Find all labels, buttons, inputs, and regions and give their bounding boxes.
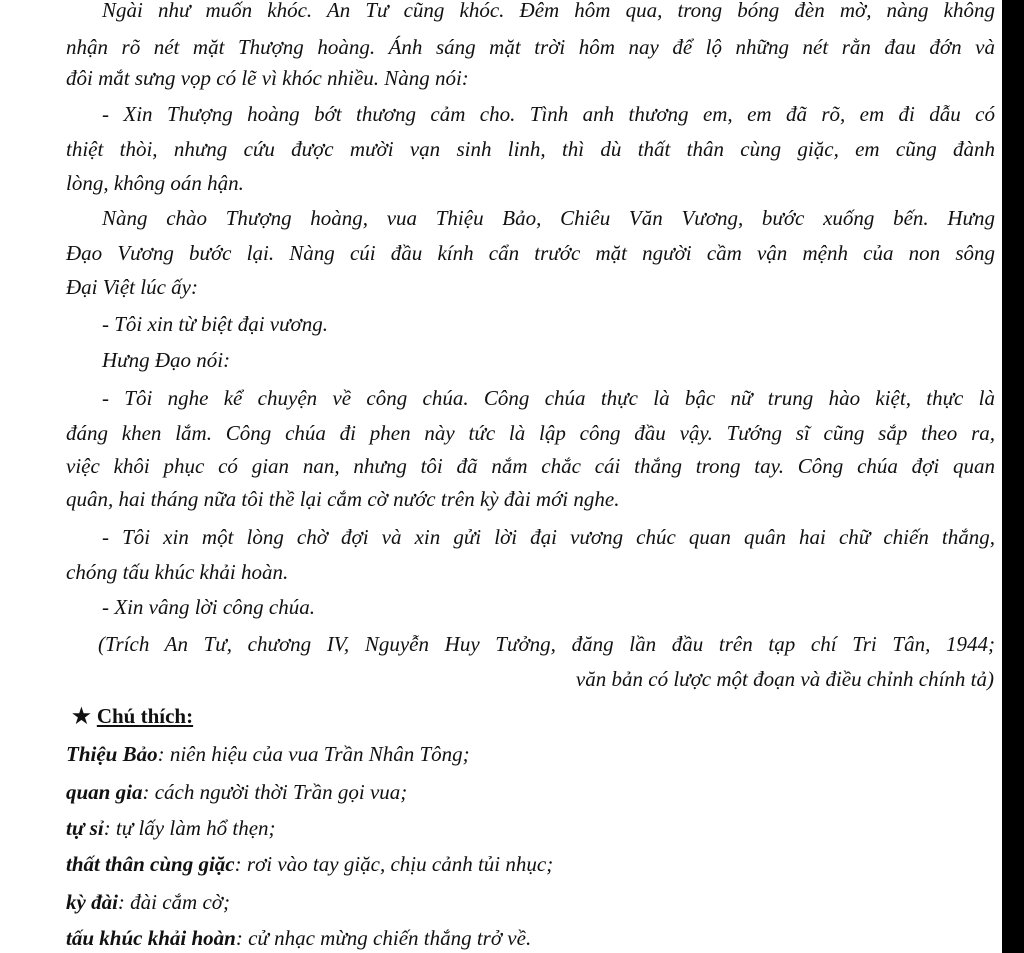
- dialogue-line: việc khôi phục có gian nan, nhưng tôi đã nắm chắc cái thắng trong tay. Công chúa đợi quan: [66, 454, 995, 478]
- note-item: [66, 741, 470, 767]
- paragraph-line: Đạo Vương bước lại. Nàng cúi đầu kính cẩn trước mặt người cầm vận mệnh của non sông: [66, 241, 995, 265]
- note-term: thất thân cùng giặc: [66, 852, 235, 876]
- note-term: Thiệu Bảo: [66, 742, 158, 766]
- notes-title: Chú thích:: [96, 704, 194, 728]
- paragraph-line: Hưng Đạo nói:: [102, 348, 231, 372]
- note-definition: : niên hiệu của vua Trần Nhân Tông;: [157, 742, 470, 766]
- note-term: kỳ đài: [66, 890, 118, 914]
- dialogue-line: chóng tấu khúc khải hoàn.: [66, 560, 289, 584]
- note-item: [66, 779, 407, 805]
- dialogue-line: - Xin Thượng hoàng bớt thương cảm cho. Tình anh thương em, em đã rõ, em đi dẫu có: [102, 102, 995, 126]
- paragraph-line: Ngài như muốn khóc. An Tư cũng khóc. Đêm hôm qua, trong bóng đèn mờ, nàng không: [102, 0, 995, 22]
- dialogue-line: - Tôi nghe kể chuyện về công chúa. Công chúa thực là bậc nữ trung hào kiệt, thực là: [102, 386, 995, 410]
- note-term: quan gia: [66, 780, 143, 804]
- note-term: tấu khúc khải hoàn: [66, 926, 236, 950]
- note-item: [66, 925, 531, 951]
- dialogue-line: lòng, không oán hận.: [66, 171, 244, 195]
- note-definition: : rơi vào tay giặc, chịu cảnh tủi nhục;: [234, 852, 554, 876]
- note-definition: : cử nhạc mừng chiến thắng trở về.: [235, 926, 532, 950]
- paragraph-line: nhận rõ nét mặt Thượng hoàng. Ánh sáng mặt trời hôm nay để lộ những nét rằn đau đớn và: [66, 35, 995, 59]
- paragraph-line: Nàng chào Thượng hoàng, vua Thiệu Bảo, Chiêu Văn Vương, bước xuống bến. Hưng: [102, 206, 995, 230]
- paragraph-line: Đại Việt lúc ấy:: [66, 275, 198, 299]
- note-term: tự sỉ: [66, 816, 104, 840]
- note-definition: : cách người thời Trần gọi vua;: [142, 780, 408, 804]
- dialogue-line: quân, hai tháng nữa tôi thề lại cắm cờ nước trên kỳ đài mới nghe.: [66, 487, 620, 511]
- paragraph-line: đôi mắt sưng vọp có lẽ vì khóc nhiều. Nàng nói:: [66, 66, 469, 90]
- note-definition: : đài cắm cờ;: [117, 890, 230, 914]
- dialogue-line: - Xin vâng lời công chúa.: [102, 595, 315, 619]
- dialogue-line: - Tôi xin từ biệt đại vương.: [102, 312, 329, 336]
- dialogue-line: - Tôi xin một lòng chờ đợi và xin gửi lời đại vương chúc quan quân hai chữ chiến thắng,: [102, 525, 995, 549]
- dialogue-line: thiệt thòi, nhưng cứu được mười vạn sinh linh, thì dù thất thân cùng giặc, em cũng đành: [66, 137, 995, 161]
- note-item: [66, 851, 553, 877]
- note-item: [66, 815, 276, 841]
- note-definition: : tự lấy làm hổ thẹn;: [103, 816, 276, 840]
- note-item: [66, 889, 230, 915]
- dialogue-line: đáng khen lắm. Công chúa đi phen này tức là lập công đầu vậy. Tướng sĩ cũng sắp theo ra,: [66, 421, 995, 445]
- notes-heading: [72, 703, 193, 729]
- star-icon: ★: [72, 704, 91, 728]
- source-citation: (Trích An Tư, chương IV, Nguyễn Huy Tưởng, đăng lần đầu trên tạp chí Tri Tân, 1944;: [98, 632, 995, 656]
- source-citation-continued: văn bản có lược một đoạn và điều chỉnh chính tả): [575, 667, 994, 691]
